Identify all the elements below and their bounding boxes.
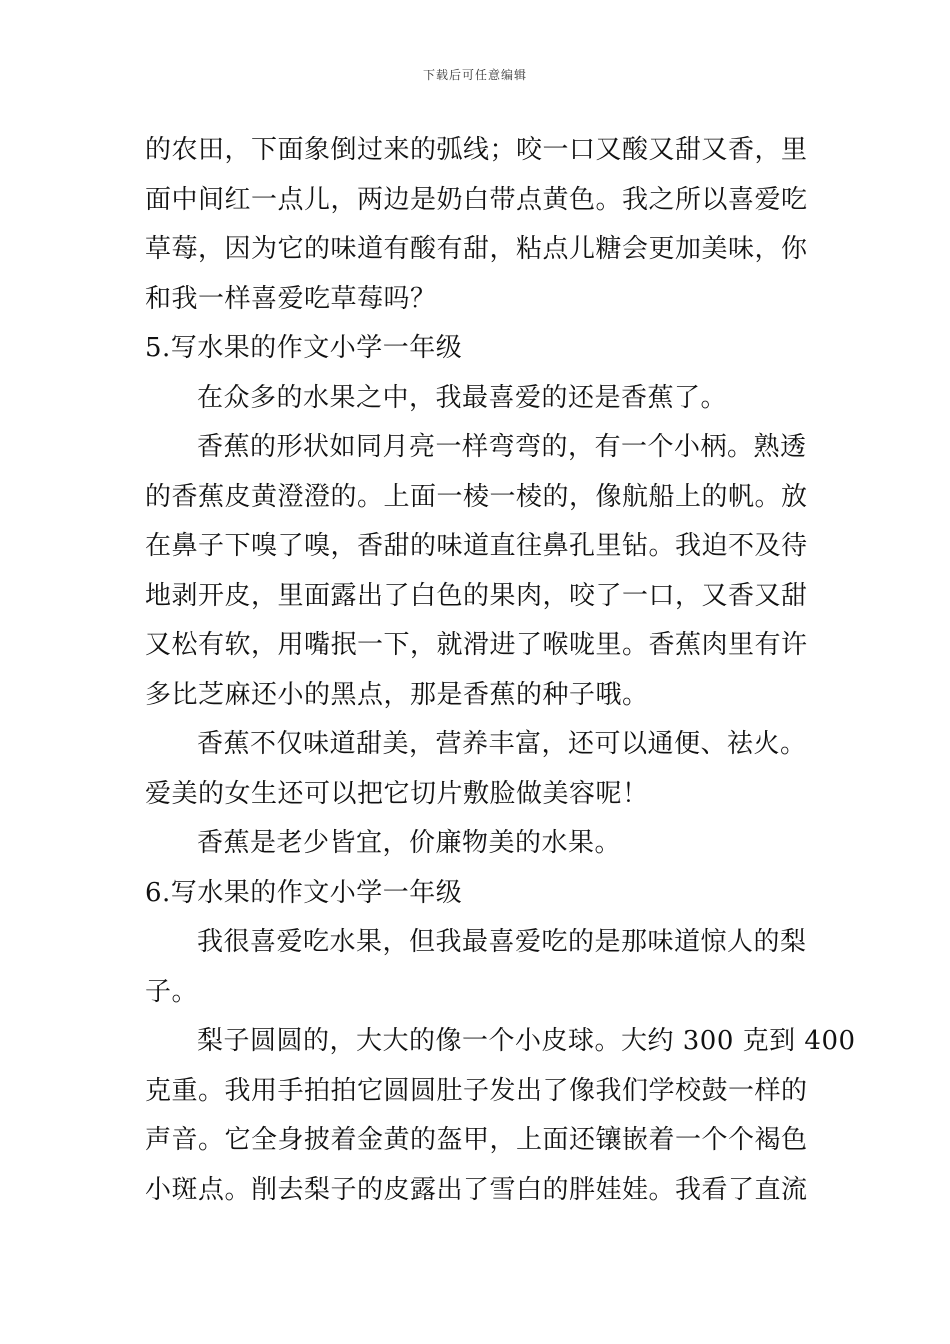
text-line: 地剥开皮，里面露出了白色的果肉，咬了一口，又香又甜 bbox=[145, 580, 808, 611]
text-line: 香蕉不仅味道甜美，营养丰富，还可以通便、祛火。 bbox=[197, 729, 807, 759]
document-body bbox=[145, 126, 856, 1215]
text-line: 声音。它全身披着金黄的盔甲，上面还镶嵌着一个个褐色 bbox=[145, 1125, 808, 1155]
section-heading: 5.写水果的作文小学一年级 bbox=[145, 333, 463, 363]
text-line: 我很喜爱吃水果，但我最喜爱吃的是那味道惊人的梨 bbox=[197, 927, 807, 957]
text-line: 梨子圆圆的，大大的像一个小皮球。大约 300 克到 400 bbox=[197, 1026, 856, 1056]
text-line: 和我一样喜爱吃草莓吗？ bbox=[145, 283, 437, 314]
text-line: 香蕉的形状如同月亮一样弯弯的，有一个小柄。熟透 bbox=[197, 432, 807, 462]
text-line: 的香蕉皮黄澄澄的。上面一棱一棱的，像航船上的帆。放 bbox=[145, 481, 808, 512]
text-line: 爱美的女生还可以把它切片敷脸做美容呢！ bbox=[145, 778, 649, 809]
text-line: 小斑点。削去梨子的皮露出了雪白的胖娃娃。我看了直流 bbox=[145, 1174, 808, 1205]
text-line: 在鼻子下嗅了嗅，香甜的味道直往鼻孔里钻。我迫不及待 bbox=[145, 531, 808, 561]
text-line: 草莓，因为它的味道有酸有甜，粘点儿糖会更加美味，你 bbox=[145, 234, 808, 264]
text-line: 又松有软，用嘴抿一下，就滑进了喉咙里。香蕉肉里有许 bbox=[145, 630, 808, 660]
text-line: 面中间红一点儿，两边是奶白带点黄色。我之所以喜爱吃 bbox=[145, 184, 808, 215]
page-header: 下载后可任意编辑 bbox=[422, 68, 527, 82]
text-line: 子。 bbox=[145, 976, 199, 1007]
text-line: 多比芝麻还小的黑点，那是香蕉的种子哦。 bbox=[145, 679, 649, 710]
section-heading: 6.写水果的作文小学一年级 bbox=[145, 877, 463, 908]
text-line: 香蕉是老少皆宜，价廉物美的水果。 bbox=[197, 828, 622, 858]
text-line: 的农田，下面象倒过来的弧线；咬一口又酸又甜又香，里 bbox=[145, 135, 808, 165]
text-line: 克重。我用手拍拍它圆圆肚子发出了像我们学校鼓一样的 bbox=[145, 1075, 808, 1106]
text-line: 在众多的水果之中，我最喜爱的还是香蕉了。 bbox=[197, 382, 728, 413]
